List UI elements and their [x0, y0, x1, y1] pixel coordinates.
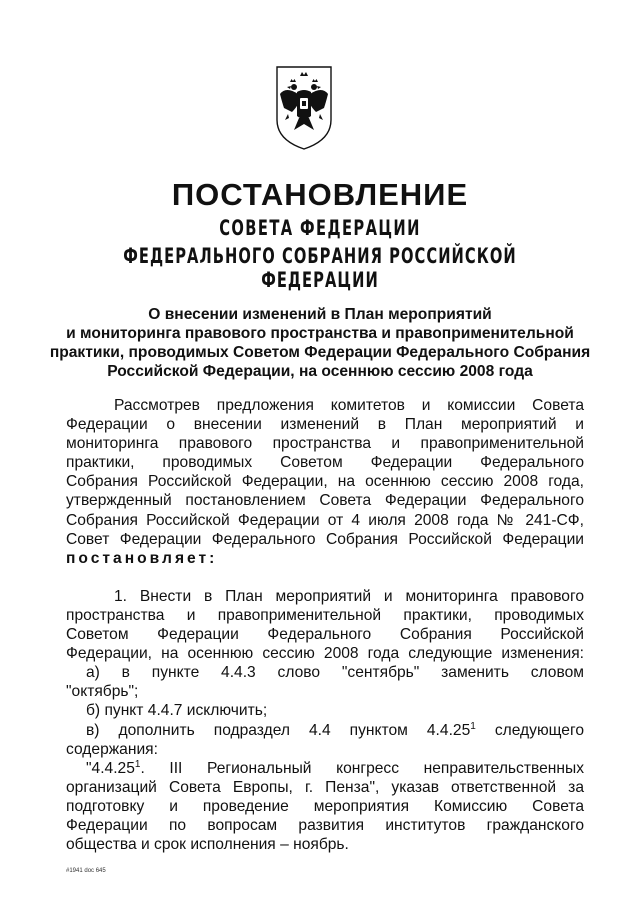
preamble-line: Совет Федерации Федерального Собрания Российской Федерации: [66, 530, 584, 548]
document-reference: #1941 doc 645: [66, 868, 106, 874]
subitem-c-line: [66, 721, 584, 740]
quote-line: общества и срок исполнения – ноябрь.: [66, 836, 349, 854]
coat-of-arms-emblem-icon: [274, 64, 334, 152]
document-title: ПОСТАНОВЛЕНИЕ: [171, 177, 469, 212]
subject-line: О внесении изменений в План мероприятий: [148, 306, 492, 323]
quote-line: Федерации по вопросам развития институтов гражданского: [66, 816, 584, 834]
superscript: 1: [470, 720, 476, 732]
issuer-line-1: СОВЕТА ФЕДЕРАЦИИ: [219, 216, 421, 240]
item-1-line: Федерации, на осеннюю сессию 2008 года следующие изменения:: [66, 645, 584, 663]
subject-line: и мониторинга правового пространства и правоприменительной: [66, 325, 574, 342]
preamble-line: Рассмотрев предложения комитетов и комиссии Совета: [114, 397, 584, 414]
preamble-line: утвержденный постановлением Совета Федерации Федерального: [66, 492, 584, 510]
subitem-c-text: в) дополнить подраздел 4.4 пунктом 4.4.25: [86, 721, 471, 739]
quote-line: организаций Совета Европы, г. Пенза", указав ответственной за: [66, 778, 584, 796]
item-1-line: пространства и правоприменительной практики, проводимых: [66, 606, 584, 624]
quote-text: . III Региональный конгресс неправительственных: [140, 759, 584, 777]
superscript: 1: [134, 758, 141, 770]
subject-line: практики, проводимых Советом Федерации Федерального Собрания: [49, 344, 591, 361]
document-body: [66, 396, 584, 854]
subitem-c-text: следующего: [475, 721, 584, 739]
subitem-a-line: а) в пункте 4.4.3 слово "сентябрь" заменить словом: [86, 664, 584, 682]
paragraph-gap: [66, 568, 584, 587]
document-subject: [40, 305, 600, 381]
item-1-line: Советом Федерации Федерального Собрания Российской: [66, 626, 584, 644]
preamble-line: Собрания Российской Федерации от 4 июля 2008 года № 241-СФ,: [66, 511, 584, 529]
preamble-line: Федерации о внесении изменений в План мероприятий и: [66, 416, 584, 434]
issuer-line-2: ФЕДЕРАЛЬНОГО СОБРАНИЯ РОССИЙСКОЙ ФЕДЕРАЦИИ: [123, 244, 517, 292]
quote-line: подготовку и проведение мероприятия Комиссию Совета: [66, 797, 584, 815]
preamble-line: мониторинга правового пространства и правоприменительной: [66, 435, 584, 453]
item-1-line: 1. Внести в План мероприятий и мониторинга правового: [114, 587, 584, 605]
quote-line: [66, 759, 584, 778]
preamble-line: Собрания Российской Федерации, на осеннюю сессию 2008 года,: [66, 473, 584, 491]
subitem-b: б) пункт 4.4.7 исключить;: [86, 702, 268, 720]
decree-word: постановляет:: [66, 549, 218, 567]
subitem-c-line: содержания:: [66, 740, 158, 758]
quote-text: "4.4.25: [86, 759, 135, 777]
subitem-a-line: "октябрь";: [66, 683, 139, 701]
subject-line: Российской Федерации, на осеннюю сессию 2008 года: [107, 363, 533, 380]
preamble-line: практики, проводимых Советом Федерации Федерального: [66, 454, 584, 472]
